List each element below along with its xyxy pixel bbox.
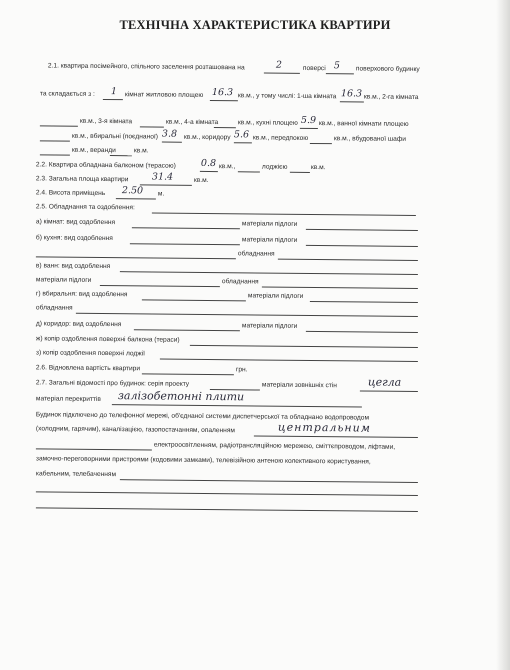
- line-2-2: 2.2. Квартира обладнана балконом (терасою) 0.8 кв.м., лоджією кв.м.: [35, 157, 326, 172]
- line-2-5-g: г) вбиральня: вид оздоблення матеріали підлоги: [0, 287, 510, 306]
- balcony-value: 0.8: [200, 157, 217, 170]
- total-area-value: 31.4: [151, 171, 174, 183]
- line-2-7-floors: матеріал перекриттів залізобетонні плити: [0, 392, 510, 411]
- line-2-1-veranda: кв.м., веранди кв.м.: [0, 143, 510, 162]
- floors-total-value: 5: [333, 60, 341, 72]
- line-2-1-kitchen: кв.м., 3-я кімната кв.м., 4-а кімната кв.м., кухні площею 5.9 кв.м., ванної кімнати площею: [0, 114, 510, 133]
- line-2-7-heating: (холодним, гарячим), каналізацією, газопостачанням, опаленням центральним: [0, 422, 510, 441]
- line-2-5-v2: матеріали підлоги обладнання: [0, 273, 510, 292]
- line-2-5-z: з) копір оздоблення поверхні лоджії: [0, 346, 510, 365]
- heating-value: центральним: [277, 420, 371, 435]
- line-2-5-zh: ж) копір оздоблення поверхні балкона (тераси): [0, 332, 510, 351]
- line-2-5-v: в) ванн: вид оздоблення: [0, 259, 510, 278]
- line-2-5-d: д) коридор: вид оздоблення матеріали підлоги: [0, 317, 510, 336]
- line-2-7-locks: замочно-переговорними пристроями (кодовими замками), телевізійною антеною колективного користування,: [35, 455, 371, 466]
- line-2-5: 2.5. Обладнання та оздоблення:: [0, 200, 510, 219]
- line-2-5-b2: обладнання: [0, 245, 510, 264]
- line-2-1-rooms: та складається з : 1 кімнат житловою площею 16.3 кв.м., у тому числі: 1-ша кімната 16.3 кв.м., 2-га кімната: [39, 86, 419, 102]
- line-2-7-electric: електроосвітленням, радіотрансляційною мережею, сміттєпроводом, ліфтами,: [0, 437, 510, 456]
- kitchen-value: 5.9: [300, 114, 317, 127]
- line-2-4: 2.4. Висота приміщень 2.50 м.: [35, 185, 165, 198]
- blank-line-2: [0, 496, 510, 515]
- line-2-1-wc: кв.м., вбиральні (поєднаної) 3.8 кв.м., коридору 5.6 кв.м., передпокою кв.м., вбудованої шафи: [0, 129, 510, 148]
- line-2-7: 2.7. Загальні відомості про будинок: серія проекту матеріали зовнішніх стін цегла: [0, 376, 510, 395]
- room1-value: 16.3: [340, 88, 363, 100]
- line-2-5-g2: обладнання: [0, 301, 510, 320]
- rooms-value: 1: [110, 86, 118, 98]
- living-area-value: 16.3: [211, 87, 234, 99]
- wc-value: 3.8: [161, 128, 178, 140]
- document-title: ТЕХНІЧНА ХАРАКТЕРИСТИКА КВАРТИРИ: [119, 18, 391, 32]
- corridor-value: 5.6: [233, 129, 250, 141]
- line-2-6: 2.6. Відновлена вартість квартири грн.: [35, 364, 248, 374]
- line-2-5-b: б) кухня: вид оздоблення матеріали підлоги: [0, 231, 510, 250]
- walls-value: цегла: [367, 375, 402, 389]
- line-2-7-phone: Будинок підключено до телефонної мережі, об'єднаної системи диспетчерської та обладнано водопроводом: [35, 411, 370, 422]
- floors-material-value: залізобетонні плити: [117, 389, 245, 404]
- height-value: 2.50: [121, 185, 144, 197]
- floor-value: 2: [275, 59, 283, 71]
- line-2-7-cable: кабельним, телебаченням: [0, 467, 510, 486]
- line-2-3: 2.3. Загальна площа квартири 31.4 кв.м.: [35, 171, 209, 185]
- line-2-1: 2.1. квартира посімейного, спільного заселення розташована на 2 поверсі 5 поверхового будинку: [47, 59, 420, 74]
- page-edge-shadow: [496, 0, 510, 670]
- line-2-5-a: а) кімнат: вид оздоблення матеріали підлоги: [0, 215, 510, 234]
